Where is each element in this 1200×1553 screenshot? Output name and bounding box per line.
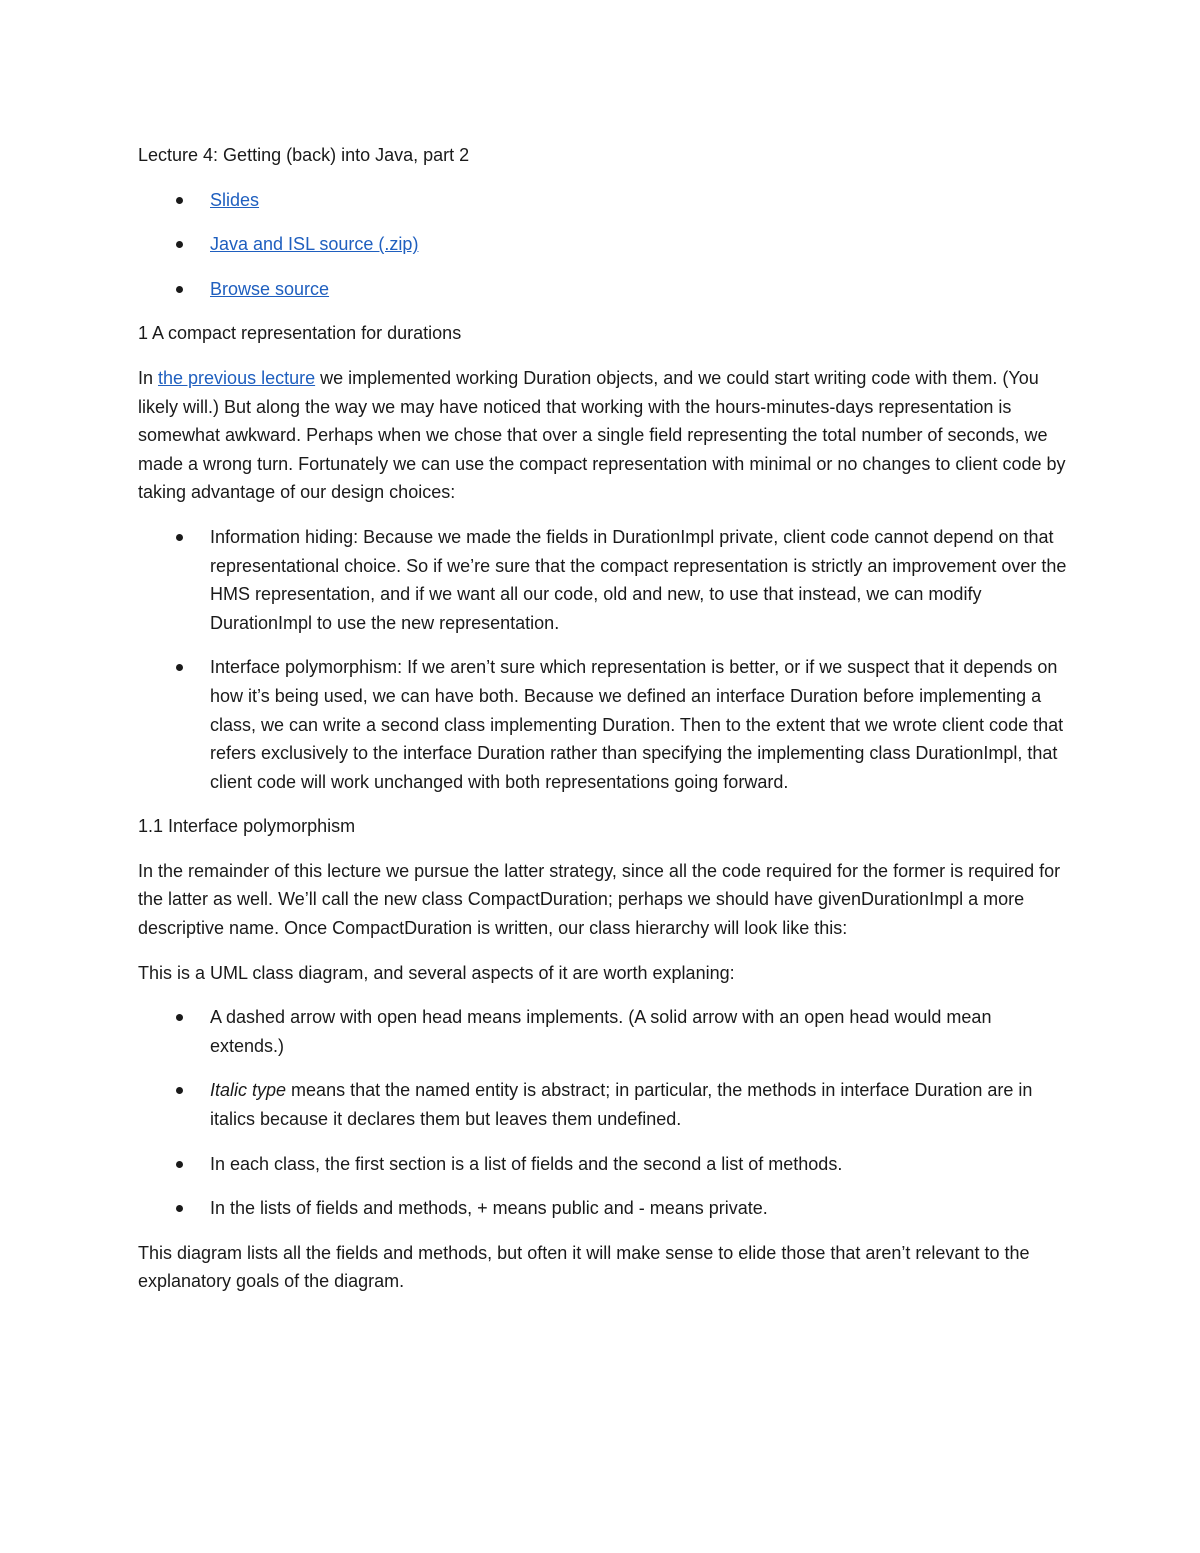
list-item-text: means that the named entity is abstract; in particular, the methods in interface Duration are in italics because it declares them but leaves them undefined. xyxy=(210,1080,1033,1130)
section-heading: 1 A compact representation for durations xyxy=(138,323,462,344)
browse-source-link[interactable]: Browse source xyxy=(210,278,330,299)
bullet-icon xyxy=(176,1161,183,1168)
list-item-text: A dashed arrow with open head means implements. (A solid arrow with an open head would mean extends.) xyxy=(210,1007,992,1056)
bullet-icon xyxy=(176,1087,183,1094)
list-item xyxy=(138,1003,1070,1060)
text-span: In xyxy=(138,367,159,388)
list-item xyxy=(138,1150,1070,1179)
bullet-icon xyxy=(176,197,183,204)
text-span: we implemented working Duration objects, and we could start writing code with them. (You likely will.) But along the way we may have noticed that working with the hours-minutes-days representation is somewhat awkward. Perhaps when we chose that over a single field representing the total number of seconds, we made a wrong turn. Fortunately we can use the compact representation with minimal or no changes to client code by taking advantage of our design choices: xyxy=(138,367,1066,503)
slides-link[interactable]: Slides xyxy=(210,189,260,210)
list-item xyxy=(138,653,1070,796)
design-choices-list xyxy=(138,523,1070,796)
previous-lecture-link[interactable]: the previous lecture xyxy=(158,367,316,388)
italic-text: Italic type xyxy=(210,1080,287,1101)
list-item-text: In the lists of fields and methods, + means public and - means private. xyxy=(210,1198,768,1219)
list-item xyxy=(138,1076,1070,1133)
lecture-title: Lecture 4: Getting (back) into Java, part 2 xyxy=(138,145,470,165)
bullet-icon xyxy=(176,286,183,293)
resource-links-list xyxy=(138,186,1070,304)
bullet-icon xyxy=(176,1014,183,1021)
bullet-icon xyxy=(176,534,183,541)
bullet-icon xyxy=(176,241,183,248)
bullet-icon xyxy=(176,1205,183,1212)
source-zip-link[interactable]: Java and ISL source (.zip) xyxy=(210,234,419,255)
list-item xyxy=(138,1194,1070,1223)
paragraph: In the remainder of this lecture we pursue the latter strategy, since all the code required for the former is required for the latter as well. We’ll call the new class CompactDuration; perhaps we should have givenDurationImpl a more descriptive name. Once CompactDuration is written, our class hierarchy will look like this: xyxy=(138,860,1061,939)
list-item-text: Information hiding: Because we made the fields in DurationImpl private, client code cannot depend on that representational choice. So if we’re sure that the compact representation is strictly an improvement over the HMS representation, and if we want all our code, old and new, to use that instead, we can modify DurationImpl to use the new representation. xyxy=(210,526,1067,633)
list-item xyxy=(138,275,1070,304)
list-item xyxy=(138,186,1070,215)
list-item-text: Interface polymorphism: If we aren’t sure which representation is better, or if we suspect that it depends on how it’s being used, we can have both. Because we defined an interface Duration before implementing a class, we can write a second class implementing Duration. Then to the extent that we wrote client code that refers exclusively to the interface Duration rather than specifying the implementing class DurationImpl, that client code will work unchanged with both representations going forward. xyxy=(210,657,1064,792)
paragraph: This diagram lists all the fields and methods, but often it will make sense to elide those that aren’t relevant to the explanatory goals of the diagram. xyxy=(138,1242,1030,1292)
list-item xyxy=(138,230,1070,259)
paragraph: This is a UML class diagram, and several aspects of it are worth explaning: xyxy=(138,962,735,983)
uml-aspects-list xyxy=(138,1003,1070,1223)
paragraph xyxy=(138,364,1070,507)
bullet-icon xyxy=(176,664,183,671)
list-item xyxy=(138,523,1070,637)
subsection-heading: 1.1 Interface polymorphism xyxy=(138,816,356,837)
list-item-text: In each class, the first section is a list of fields and the second a list of methods. xyxy=(210,1153,843,1174)
